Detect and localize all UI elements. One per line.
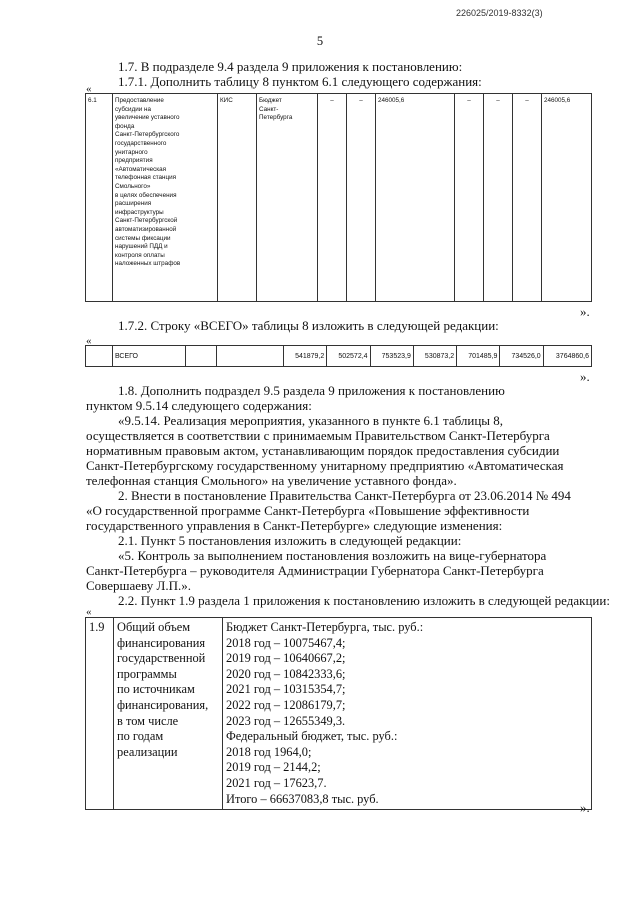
event-name-line: предприятия: [115, 157, 153, 165]
cell-dash: –: [318, 94, 347, 302]
total-label: ВСЕГО: [113, 346, 186, 367]
table-row: [86, 94, 592, 302]
financing-values: [223, 618, 592, 810]
financing-label-line: финансирования: [117, 635, 206, 650]
event-name-line: увеличение уставного: [115, 114, 180, 122]
paragraph-2-cont: «О государственной программе Санкт-Петербурга «Повышение эффективности: [86, 503, 530, 518]
open-quote: «: [86, 606, 92, 618]
cell-dash: –: [347, 94, 376, 302]
document-number: 226025/2019-8332(3): [456, 8, 543, 18]
open-quote: «: [86, 83, 92, 95]
event-name-line: нарушений ПДД и: [115, 243, 168, 251]
event-name-line: телефонная станция: [115, 174, 177, 182]
financing-value-line: 2018 год 1964,0;: [226, 744, 312, 759]
row-number: 6.1: [86, 94, 113, 302]
total-value: 541879,2: [284, 346, 327, 367]
cell-dash: –: [484, 94, 513, 302]
total-value: 753523,9: [370, 346, 413, 367]
event-name: [113, 94, 218, 302]
paragraph-1-8-cont: пунктом 9.5.14 следующего содержания:: [86, 398, 312, 413]
total-value: 734526,0: [500, 346, 543, 367]
total-value: 701485,9: [457, 346, 500, 367]
financing-value-line: 2019 год – 2144,2;: [226, 760, 321, 775]
funding-source-line: Петербурга: [259, 114, 293, 122]
table-row: [86, 346, 592, 367]
funding-source-line: Бюджет: [259, 97, 282, 104]
paragraph-2-cont: государственного управления в Санкт-Петербурге» следующие изменения:: [86, 518, 503, 533]
event-name-line: государственного: [115, 139, 167, 147]
cell-empty: [217, 346, 284, 367]
paragraph-9-5-14-cont: телефонная станция Смольного» на увеличение уставного фонда».: [86, 473, 457, 488]
event-name-line: Санкт-Петербургской: [115, 217, 178, 225]
close-quote: ».: [580, 369, 590, 384]
table-row: [86, 618, 592, 810]
paragraph-1-7-2: 1.7.2. Строку «ВСЕГО» таблицы 8 изложить в следующей редакции:: [118, 318, 499, 333]
financing-value-line: Федеральный бюджет, тыс. руб.:: [226, 729, 398, 744]
open-quote: «: [86, 335, 92, 347]
financing-value-line: 2022 год – 12086179,7;: [226, 697, 346, 712]
event-name-line: расширения: [115, 200, 152, 208]
financing-value-line: Бюджет Санкт-Петербурга, тыс. руб.:: [226, 620, 424, 634]
total-value: 530873,2: [413, 346, 456, 367]
cell-dash: –: [513, 94, 542, 302]
funding-source-line: Санкт-: [259, 105, 279, 113]
table-8-row-6-1: [85, 93, 592, 302]
funding-source: [257, 94, 318, 302]
paragraph-2-2: 2.2. Пункт 1.9 раздела 1 приложения к постановлению изложить в следующей редакции:: [118, 593, 610, 608]
executor: КИС: [218, 94, 257, 302]
event-name-line: унитарного: [115, 148, 148, 156]
financing-label-line: программы: [117, 666, 177, 681]
paragraph-1-8: 1.8. Дополнить подраздел 9.5 раздела 9 приложения к постановлению: [118, 383, 505, 398]
table-section-1-9: [85, 617, 592, 810]
financing-label-line: по годам: [117, 729, 164, 744]
financing-label-line: реализации: [117, 744, 178, 759]
paragraph-9-5-14-cont: нормативным правовым актом, устанавливающим порядок предоставления субсидии: [86, 443, 560, 458]
close-quote: ».: [580, 800, 590, 815]
event-name-line: в целях обеспечения: [115, 191, 177, 199]
paragraph-9-5-14-cont: Санкт-Петербургскому государственному унитарному предприятию «Автоматическая: [86, 458, 564, 473]
cell-empty: [86, 346, 113, 367]
close-quote: ».: [580, 304, 590, 319]
paragraph-2: 2. Внести в постановление Правительства Санкт-Петербурга от 23.06.2014 № 494: [118, 488, 571, 503]
financing-value-line: 2023 год – 12655349,3.: [226, 713, 346, 728]
event-name-line: инфраструктуры: [115, 208, 164, 216]
cell-total: 246005,6: [542, 94, 592, 302]
cell-dash: –: [455, 94, 484, 302]
financing-label-line: в том числе: [117, 713, 179, 728]
event-name-line: контроля оплаты: [115, 251, 165, 259]
event-name-line: субсидии на: [115, 105, 152, 113]
event-name-line: фонда: [115, 122, 135, 130]
paragraph-1-7: 1.7. В подразделе 9.4 раздела 9 приложения к постановлению:: [118, 59, 463, 74]
paragraph-1-7-1: 1.7.1. Дополнить таблицу 8 пунктом 6.1 следующего содержания:: [118, 74, 482, 89]
financing-label-line: по источникам: [117, 682, 195, 697]
paragraph-2-1: 2.1. Пункт 5 постановления изложить в следующей редакции:: [118, 533, 462, 548]
event-name-line: «Автоматическая: [115, 165, 167, 173]
event-name-line: Санкт-Петербургского: [115, 131, 180, 139]
total-value: 502572,4: [327, 346, 370, 367]
financing-label-line: государственной: [117, 651, 206, 666]
event-name-line: Предоставление: [115, 97, 164, 104]
event-name-line: Смольного»: [115, 182, 151, 190]
financing-value-line: 2018 год – 10075467,4;: [226, 635, 346, 650]
financing-label: [114, 618, 223, 810]
financing-value-line: Итого – 66637083,8 тыс. руб.: [226, 791, 379, 806]
event-name-line: наложенных штрафов: [115, 260, 181, 268]
paragraph-5: «5. Контроль за выполнением постановления возложить на вице-губернатора: [118, 548, 547, 563]
event-name-line: системы фиксации: [115, 234, 171, 242]
event-name-line: автоматизированной: [115, 225, 177, 233]
cell-amount: 246005,6: [376, 94, 455, 302]
cell-empty: [186, 346, 217, 367]
paragraph-5-cont: Совершаеву Л.П.».: [86, 578, 191, 593]
paragraph-9-5-14: «9.5.14. Реализация мероприятия, указанного в пункте 6.1 таблицы 8,: [118, 413, 504, 428]
paragraph-5-cont: Санкт-Петербурга – руководителя Администрации Губернатора Санкт-Петербурга: [86, 563, 544, 578]
total-value: 3764860,6: [543, 346, 591, 367]
financing-label-line: Общий объем: [117, 620, 191, 634]
financing-value-line: 2021 год – 17623,7.: [226, 775, 327, 790]
financing-label-line: финансирования,: [117, 697, 209, 712]
financing-value-line: 2020 год – 10842333,6;: [226, 666, 346, 681]
paragraph-9-5-14-cont: осуществляется в соответствии с принимаемым Правительством Санкт-Петербурга: [86, 428, 550, 443]
financing-value-line: 2019 год – 10640667,2;: [226, 651, 346, 666]
page-number: 5: [316, 34, 324, 48]
table-8-total-row: [85, 345, 592, 367]
financing-value-line: 2021 год – 10315354,7;: [226, 682, 346, 697]
row-number: 1.9: [86, 618, 114, 810]
